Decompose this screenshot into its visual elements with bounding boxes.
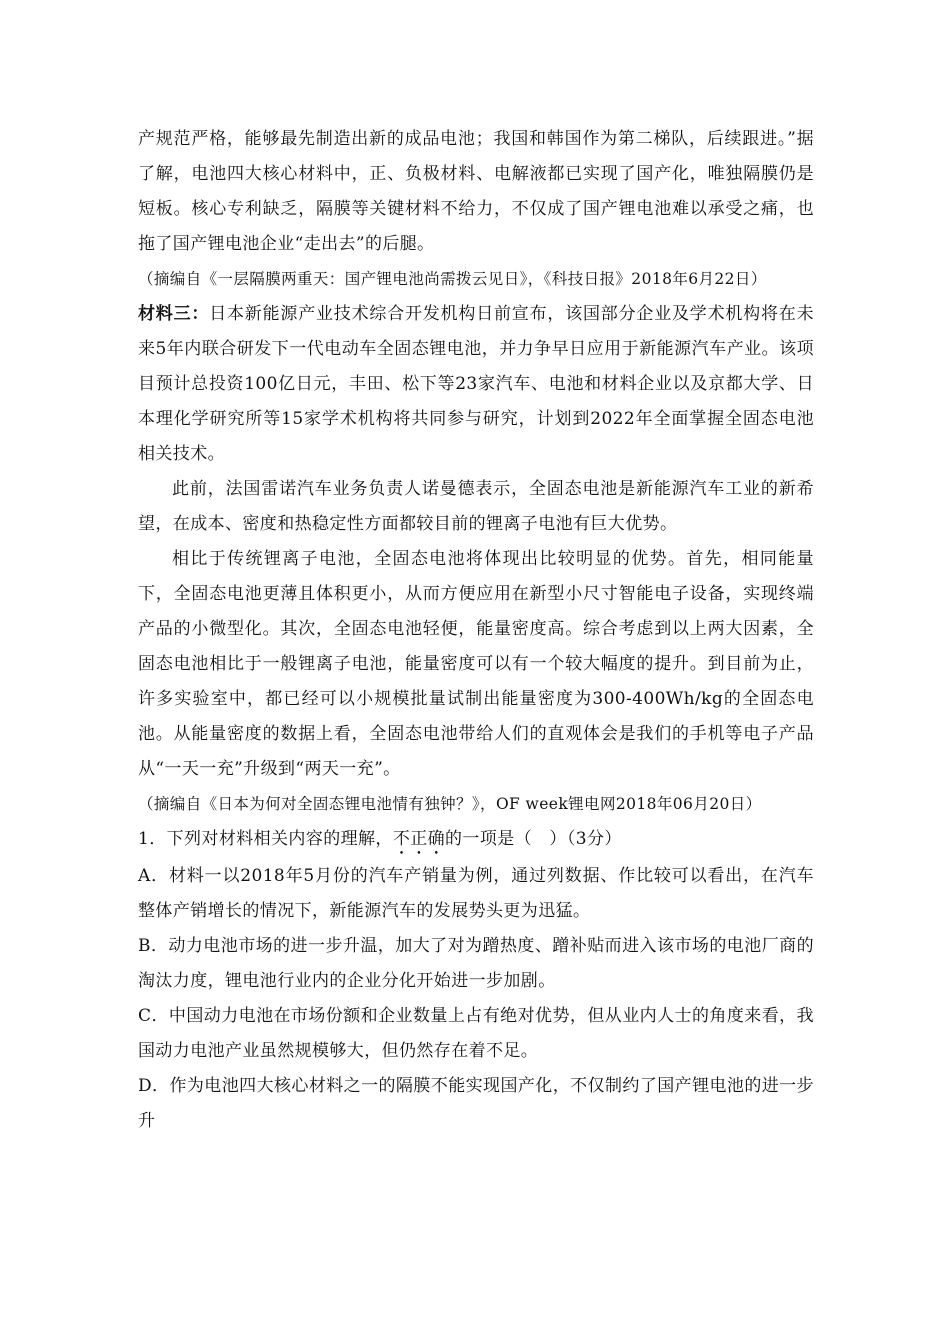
material3-paragraph-3: 相比于传统锂离子电池，全固态电池将体现出比较明显的优势。首先，相同能量下，全固态电池更薄且体积更小，从而方便应用在新型小尺寸智能电子设备，实现终端产品的小微型化。其次，全固态电池轻便，能量密度高。综合考虑到以上两大因素，全固态电池相比于一般锂离子电池，能量密度可以有一个较大幅度的提升。到目前为止，许多实验室中，都已经可以小规模批量试制出能量密度为300-400Wh/kg的全固态电池。从能量密度的数据上看，全固态电池带给人们的直观体会是我们的手机等电子产品从“一天一充”升级到“两天一充”。 [138, 549, 814, 779]
source-citation-2: （摘编自《一层隔膜两重天：国产锂电池尚需拨云见日》，《科技日报》2018年6月22日） [138, 270, 767, 288]
question-1-stem-before: 1．下列对材料相关内容的理解， [138, 829, 393, 849]
document-page [138, 122, 814, 1139]
material3-paragraph-2: 此前，法国雷诺汽车业务负责人诺曼德表示，全固态电池是新能源汽车工业的新希望，在成本、密度和热稳定性方面都较目前的锂离子电池有巨大优势。 [138, 479, 814, 534]
material3-p1-text: 日本新能源产业技术综合开发机构日前宣布，该国部分企业及学术机构将在未来5年内联合研发下一代电动车全固态锂电池，并力争早日应用于新能源汽车产业。该项目预计总投资100亿日元，丰田、松下等23家汽车、电池和材料企业以及京都大学、日本理化学研究所等15家学术机构将共同参与研究，计划到2022年全面掌握全固态电池相关技术。 [138, 304, 814, 464]
material3-label: 材料三： [138, 304, 210, 324]
material3-paragraph-1 [138, 297, 814, 472]
question-1-option-d: D．作为电池四大核心材料之一的隔膜不能实现国产化，不仅制约了国产锂电池的进一步升 [138, 1076, 814, 1131]
question-1-option-b: B．动力电池市场的进一步升温，加大了对为蹭热度、蹭补贴而进入该市场的电池厂商的淘汰力度，锂电池行业内的企业分化开始进一步加剧。 [138, 936, 814, 991]
question-1-stem-after: 的一项是（ ）（3分） [445, 829, 622, 849]
material2-tail-paragraph: 产规范严格，能够最先制造出新的成品电池；我国和韩国作为第二梯队，后续跟进。”据了解，电池四大核心材料中，正、负极材料、电解液都已实现了国产化，唯独隔膜仍是短板。核心专利缺乏，隔膜等关键材料不给力，不仅成了国产锂电池难以承受之痛，也拖了国产锂电池企业“走出去”的后腿。 [138, 129, 814, 254]
question-1-option-c: C．中国动力电池在市场份额和企业数量上占有绝对优势，但从业内人士的角度来看，我国动力电池产业虽然规模够大，但仍然存在着不足。 [138, 1006, 814, 1061]
question-1-stem [138, 822, 814, 859]
question-1-option-a: A．材料一以2018年5月份的汽车产销量为例，通过列数据、作比较可以看出，在汽车整体产销增长的情况下，新能源汽车的发展势头更为迅猛。 [138, 866, 814, 921]
source-citation-3: （摘编自《日本为何对全固态锂电池情有独钟？》，OF week锂电网2018年06月20日） [138, 795, 762, 813]
question-1-emphasis: 不正确 [392, 829, 446, 849]
